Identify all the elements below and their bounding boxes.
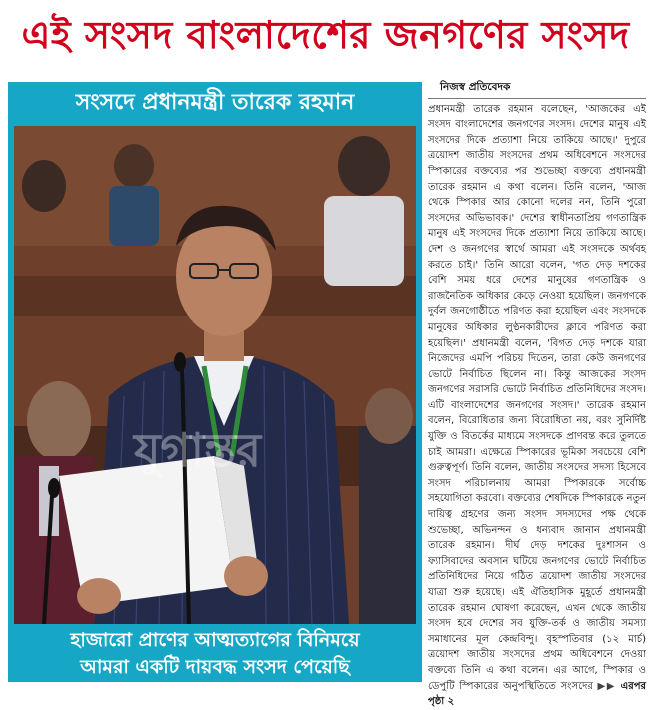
continued-on-label[interactable]: এরপর পৃষ্ঠা ২ [428,680,646,708]
article-body-text: প্রধানমন্ত্রী তারেক রহমান বলেছেন, 'আজকের এই সংসদ বাংলাদেশের জনগণের সংসদ। দেশের মানুষ এই সংসদের দিকে প্রত্যাশা নিয়ে তাকিয়ে আছে।' দুপুরে ত্রয়োদশ জাতীয় সংসদের প্রথম অধিবেশনে সংসদের স্পিকারের বক্তব্যের পর শুভেচ্ছা বক্তব্যে প্রধানমন্ত্রী তারেক রহমান এ কথা বলেন। তিনি বলেন, 'আজ থেকে স্পিকার আর কোনো দলের নন, তিনি পুরো সংসদের অভিভাবক।' দেশের স্বাধীনতাপ্রিয় গণতান্ত্রিক মানুষ এই সংসদের দিকে প্রত্যাশা নিয়ে তাকিয়ে আছে। দেশ ও জনগণের স্বার্থে আমরা এই সংসদকে অর্থবহ করতে চাই।' তিনি আরো বলেন, 'গত দেড় দশকের বেশি সময় ধরে দেশের মানুষের গণতান্ত্রিক ও রাজনৈতিক অধিকার কেড়ে নেওয়া হয়েছিল। জনগণকে দুর্বল জনগোষ্ঠীতে পরিণত করা হয়েছিল এবং সংসদকে মানুষের অধিকার লুণ্ঠনকারীদের ক্লাবে পরিণত করা হয়েছিল।' প্রধানমন্ত্রী বলেন, 'বিগত দেড় দশকে যারা নিজেদের এমপি পরিচয় দিতেন, তারা কেউ জনগণের ভোটে নির্বাচিত ছিলেন না। কিন্তু আজকের সংসদ জনগণের সরাসরি ভোটে নির্বাচিত প্রতিনিধিদের সংসদ। এটি বাংলাদেশের জনগণের সংসদ।' তারেক রহমান বলেন, বিরোধিতার জন্য বিরোধিতা নয়, বরং সুনির্দিষ্ট যুক্তি ও বিতর্কের মাধ্যমে সংসদকে প্রাণবন্ত করে তুলতে চাই আমরা। এক্ষেত্রে স্পিকারের ভূমিকা সবচেয়ে বেশি গুরুত্বপূর্ণ। তিনি বলেন, জাতীয় সংসদের সদস্য হিসেবে সংসদ পরিচালনায় আমরা স্পিকারকে সর্বোচ্চ সহযোগিতা করবো। বক্তব্যের শেষদিকে স্পিকারকে নতুন দায়িত্ব গ্রহণের জন্য সংসদ সদস্যদের পক্ষ থেকে শুভেচ্ছা, অভিনন্দন ও ধন্যবাদ জানান প্রধানমন্ত্রী তারেক রহমান। দীর্ঘ দেড় দশকের দুঃশাসন ও ফ্যাসিবাদের অবসান ঘটিয়ে জনগণের ভোটে নির্বাচিত প্রতিনিধিদের নিয়ে গঠিত ত্রয়োদশ জাতীয় সংসদের যাত্রা শুরু হয়েছে। এই ঐতিহাসিক মুহূর্তে প্রধানমন্ত্রী তারেক রহমান ঘোষণা করেছেন, এখন থেকে জাতীয় সংসদ হবে দেশের সব যুক্তি-তর্ক ও জাতীয় সমস্যা সমাধানের মূল কেন্দ্রবিন্দু। বৃহস্পতিবার (১২ মার্চ) ত্রয়োদশ জাতীয় সংসদের প্রথম অধিবেশনে দেওয়া বক্তব্যে তিনি এ কথা বলেন। এর আগে, স্পিকার ও ডেপুটি স্পিকারের অনুপস্থিতিতে সংসদের [428,103,646,692]
byline: নিজস্ব প্রতিবেদক [440,81,511,93]
pull-quote-line-1: হাজারো প্রাণের আত্মত্যাগের বিনিময়ে [70,629,360,651]
headline: এই সংসদ বাংলাদেশের জনগণের সংসদ [21,13,630,57]
photo-panel [8,82,422,682]
parliament-photo-illustration [14,126,416,624]
news-photo [14,126,416,624]
article-column [428,80,646,708]
byline-divider [428,98,646,99]
pull-quote [8,627,422,682]
article-body [428,102,646,710]
photo-watermark: যুগান্তর [134,423,261,477]
continue-arrow-icon: ▶▶ [597,680,621,692]
subheadline: সংসদে প্রধানমন্ত্রী তারেক রহমান [75,89,355,115]
pull-quote-line-2: আমরা একটি দায়বদ্ধ সংসদ পেয়েছি [80,656,350,678]
